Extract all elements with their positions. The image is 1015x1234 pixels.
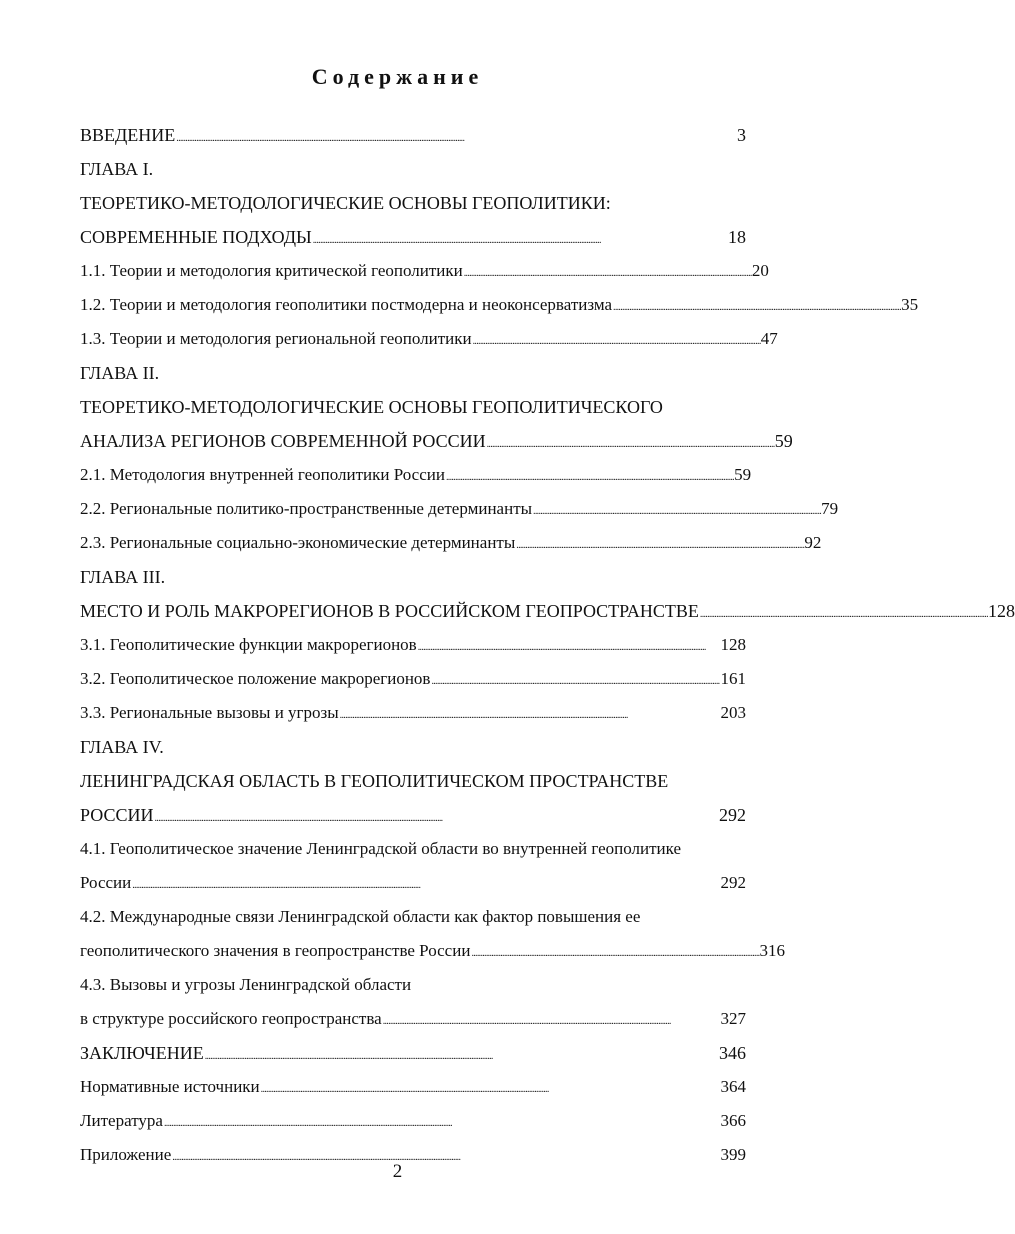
dot-leader bbox=[205, 1036, 718, 1074]
toc-entry-page: 316 bbox=[759, 941, 786, 960]
toc-entry bbox=[80, 356, 746, 390]
toc-entry bbox=[80, 1002, 746, 1036]
dot-leader bbox=[261, 1070, 720, 1107]
dot-leader bbox=[418, 628, 720, 665]
dot-leader bbox=[154, 798, 718, 836]
dot-leader bbox=[700, 594, 987, 632]
toc-entry-title: 2.1. Методология внутренней геополитики России bbox=[80, 465, 445, 484]
dot-leader bbox=[533, 492, 820, 529]
dot-leader bbox=[132, 866, 719, 903]
toc-entry-page: 59 bbox=[734, 465, 752, 484]
page-number: 2 bbox=[392, 1161, 403, 1182]
toc-entry-page: 35 bbox=[901, 295, 919, 314]
toc-entry bbox=[80, 934, 786, 968]
dot-leader bbox=[313, 220, 727, 258]
toc-entry-title: СОВРЕМЕННЫЕ ПОДХОДЫ bbox=[80, 227, 312, 247]
toc-entry-title: 3.2. Геополитическое положение макрорегионов bbox=[80, 669, 431, 688]
toc-entry-page: 18 bbox=[728, 227, 746, 247]
toc-entry bbox=[80, 662, 746, 696]
dot-leader bbox=[340, 696, 720, 733]
toc-entry-page: 366 bbox=[720, 1111, 746, 1130]
dot-leader bbox=[516, 526, 803, 563]
toc-entry-title: 4.3. Вызовы и угрозы Ленинградской области bbox=[80, 975, 412, 994]
toc-entry-title: АНАЛИЗА РЕГИОНОВ СОВРЕМЕННОЙ РОССИИ bbox=[80, 431, 486, 451]
dot-leader bbox=[176, 118, 736, 156]
toc-entry-title: Приложение bbox=[80, 1145, 172, 1164]
dot-leader bbox=[471, 934, 758, 971]
toc-entry bbox=[80, 764, 746, 798]
toc-entry bbox=[80, 968, 746, 1002]
toc-entry-page: 203 bbox=[720, 703, 746, 722]
dot-leader bbox=[473, 322, 760, 359]
toc-entry bbox=[80, 1070, 746, 1104]
toc-entry-page: 128 bbox=[988, 601, 1015, 621]
toc-entry-page: 3 bbox=[737, 125, 746, 145]
toc-entry bbox=[80, 628, 746, 662]
toc-entry bbox=[80, 186, 746, 220]
toc-entry-title: в структуре российского геопространства bbox=[80, 1009, 382, 1028]
toc-entry-title: 4.1. Геополитическое значение Ленинградской области во внутренней геополитике bbox=[80, 839, 682, 858]
dot-leader bbox=[431, 662, 719, 699]
toc-entry-title: 1.2. Теории и методология геополитики постмодерна и неоконсерватизма bbox=[80, 295, 613, 314]
toc-entry-title: ГЛАВА III. bbox=[80, 567, 166, 587]
toc-entry-title: ГЛАВА IV. bbox=[80, 737, 164, 757]
toc-entry-page: 292 bbox=[720, 873, 746, 892]
toc-entry-title: ГЛАВА II. bbox=[80, 363, 160, 383]
toc-entry-title: России bbox=[80, 873, 132, 892]
toc-entry-page: 92 bbox=[804, 533, 822, 552]
dot-leader bbox=[383, 1002, 720, 1039]
toc-entry bbox=[80, 526, 822, 560]
toc-entry-title: геополитического значения в геопространстве России bbox=[80, 941, 471, 960]
toc-entry bbox=[80, 322, 778, 356]
toc-entry-page: 47 bbox=[760, 329, 778, 348]
dot-leader bbox=[613, 288, 900, 325]
toc-entry bbox=[80, 424, 793, 458]
toc-entry-title: ЛЕНИНГРАДСКАЯ ОБЛАСТЬ В ГЕОПОЛИТИЧЕСКОМ ПРОСТРАНСТВЕ bbox=[80, 771, 669, 791]
toc-entry-page: 327 bbox=[720, 1009, 746, 1028]
dot-leader bbox=[464, 254, 751, 291]
dot-leader bbox=[446, 458, 733, 495]
toc-entry-page: 364 bbox=[720, 1077, 746, 1096]
toc-entry bbox=[80, 152, 746, 186]
page-title: Содержание bbox=[311, 64, 484, 89]
toc-entry-page: 292 bbox=[719, 805, 746, 825]
toc-entry-page: 399 bbox=[720, 1145, 746, 1164]
toc-entry-title: Литература bbox=[80, 1111, 163, 1130]
toc-entry-page: 20 bbox=[751, 261, 769, 280]
dot-leader bbox=[487, 424, 774, 462]
toc-entry-title: 3.3. Региональные вызовы и угрозы bbox=[80, 703, 339, 722]
toc-entry bbox=[80, 288, 919, 322]
toc-entry bbox=[80, 220, 746, 254]
toc-entry-page: 346 bbox=[719, 1043, 746, 1063]
toc-entry bbox=[80, 798, 746, 832]
toc-entry-title: 2.2. Региональные политико-пространственные детерминанты bbox=[80, 499, 533, 518]
toc-entry-title: 1.1. Теории и методология критической геополитики bbox=[80, 261, 463, 280]
toc-entry-title: ВВЕДЕНИЕ bbox=[80, 125, 176, 145]
toc-entry bbox=[80, 866, 746, 900]
toc-entry-title: РОССИИ bbox=[80, 805, 154, 825]
toc-entry bbox=[80, 1036, 746, 1070]
toc-entry bbox=[80, 594, 1015, 628]
toc-entry bbox=[80, 254, 769, 288]
toc-entry bbox=[80, 492, 839, 526]
toc-entry bbox=[80, 560, 746, 594]
toc-entry-title: ТЕОРЕТИКО-МЕТОДОЛОГИЧЕСКИЕ ОСНОВЫ ГЕОПОЛИТИЧЕСКОГО bbox=[80, 397, 663, 417]
toc-entry-title: 2.3. Региональные социально-экономические детерминанты bbox=[80, 533, 516, 552]
toc-entry bbox=[80, 458, 752, 492]
toc-entry-title: ГЛАВА I. bbox=[80, 159, 154, 179]
toc-entry-title: 4.2. Международные связи Ленинградской области как фактор повышения ее bbox=[80, 907, 641, 926]
toc-entry bbox=[80, 1104, 746, 1138]
toc-entry bbox=[80, 696, 746, 730]
toc-entry-title: ЗАКЛЮЧЕНИЕ bbox=[80, 1043, 204, 1063]
toc-entry bbox=[80, 900, 746, 934]
toc-entry bbox=[80, 390, 746, 424]
dot-leader bbox=[164, 1104, 720, 1141]
toc-entry-title: МЕСТО И РОЛЬ МАКРОРЕГИОНОВ В РОССИЙСКОМ ГЕОПРОСТРАНСТВЕ bbox=[80, 601, 699, 621]
toc-entry-title: 1.3. Теории и методология региональной геополитики bbox=[80, 329, 472, 348]
toc-entry-page: 161 bbox=[720, 669, 746, 688]
toc-entry-title: Нормативные источники bbox=[80, 1077, 260, 1096]
toc-entry bbox=[80, 832, 746, 866]
toc-entry-title: ТЕОРЕТИКО-МЕТОДОЛОГИЧЕСКИЕ ОСНОВЫ ГЕОПОЛИТИКИ: bbox=[80, 193, 611, 213]
toc-entry bbox=[80, 118, 746, 152]
toc-entry-page: 79 bbox=[821, 499, 839, 518]
toc-entry-page: 128 bbox=[720, 635, 746, 654]
toc-entry bbox=[80, 730, 746, 764]
toc-entry-page: 59 bbox=[774, 431, 793, 451]
toc-entry-title: 3.1. Геополитические функции макрорегионов bbox=[80, 635, 417, 654]
